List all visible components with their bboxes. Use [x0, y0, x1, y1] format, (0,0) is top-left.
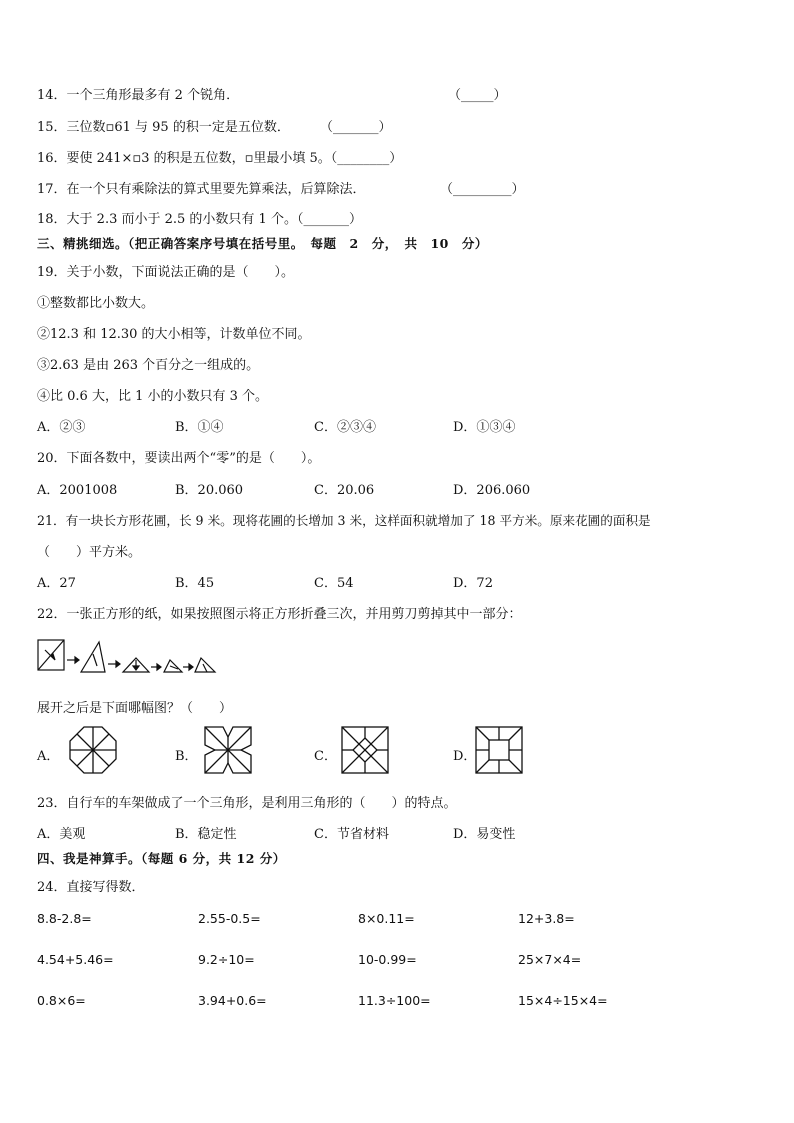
q19-statement-3: ③2.63 是由 263 个百分之一组成的。	[37, 358, 260, 373]
calc-item: 4.54+5.46=	[37, 952, 114, 967]
q19-option-b[interactable]: B．①④	[175, 420, 224, 435]
q16-text: 16．要使 241×▫3 的积是五位数，▫里最小填 5。（________）	[37, 151, 403, 166]
calc-item: 25×7×4=	[518, 952, 582, 967]
q18-text: 18．大于 2.3 而小于 2.5 的小数只有 1 个。（_______）	[37, 212, 362, 227]
q21-stem-line-2: （ ）平方米。	[37, 545, 142, 560]
calc-item: 2.55-0.5=	[198, 911, 261, 926]
calc-item: 8×0.11=	[358, 911, 415, 926]
q22-option-b-cross-figure[interactable]	[203, 725, 253, 775]
calc-item: 10-0.99=	[358, 952, 417, 967]
q22-option-c-label[interactable]: C．	[314, 749, 337, 764]
q22-stem: 22．一张正方形的纸，如果按照图示将正方形折叠三次，并用剪刀剪掉其中一部分：	[37, 607, 522, 622]
q24-stem: 24．直接写得数．	[37, 880, 145, 895]
q19-statement-2: ②12.3 和 12.30 的大小相等，计数单位不同。	[37, 327, 311, 342]
q21-option-b[interactable]: B．45	[175, 576, 215, 591]
q21-option-d[interactable]: D．72	[453, 576, 493, 591]
q19-statement-1: ①整数都比小数大。	[37, 296, 155, 311]
q22-option-c-diamond-figure[interactable]	[340, 725, 390, 775]
q23-option-d[interactable]: D．易变性	[453, 827, 516, 842]
calc-item: 11.3÷100=	[358, 993, 431, 1008]
calc-item: 12+3.8=	[518, 911, 575, 926]
q22-question: 展开之后是下面哪幅图？（ ）	[37, 701, 233, 716]
calc-item: 9.2÷10=	[198, 952, 255, 967]
calc-item: 3.94+0.6=	[198, 993, 267, 1008]
q19-option-a[interactable]: A．②③	[37, 420, 86, 435]
q19-stem: 19．关于小数，下面说法正确的是（ ）。	[37, 265, 295, 280]
q20-option-b[interactable]: B．20.060	[175, 483, 244, 498]
q14-answer-blank[interactable]: （_____）	[448, 88, 507, 103]
q19-statement-4: ④比 0.6 大，比 1 小的小数只有 3 个。	[37, 389, 269, 404]
q20-stem: 20．下面各数中，要读出两个“零”的是（ ）。	[37, 451, 321, 466]
q15-answer-blank[interactable]: （_______）	[320, 120, 392, 135]
q19-option-c[interactable]: C．②③④	[314, 420, 376, 435]
calc-item: 15×4÷15×4=	[518, 993, 608, 1008]
q22-option-a-label[interactable]: A．	[37, 749, 60, 764]
section-3-heading: 三、精挑细选。（把正确答案序号填在括号里。 每题 2 分， 共 10 分）	[37, 236, 488, 251]
folding-steps-diagram	[37, 636, 219, 676]
q19-option-d[interactable]: D．①③④	[453, 420, 516, 435]
q20-option-a[interactable]: A．2001008	[37, 483, 118, 498]
q20-option-c[interactable]: C．20.06	[314, 483, 375, 498]
q21-option-a[interactable]: A．27	[37, 576, 76, 591]
q21-stem-line-1: 21．有一块长方形花圃，长 9 米。现将花圃的长增加 3 米，这样面积就增加了 18 平方米。原来花圃的面积是	[37, 513, 651, 528]
q15-text: 15．三位数▫61 与 95 的积一定是五位数．	[37, 120, 290, 135]
q22-option-d-square-figure[interactable]	[474, 725, 524, 775]
calc-item: 0.8×6=	[37, 993, 86, 1008]
calc-item: 8.8-2.8=	[37, 911, 92, 926]
q14-text: 14．一个三角形最多有 2 个锐角．	[37, 88, 240, 103]
q23-stem: 23．自行车的车架做成了一个三角形，是利用三角形的（ ）的特点。	[37, 796, 457, 811]
q23-option-a[interactable]: A．美观	[37, 827, 86, 842]
q20-option-d[interactable]: D．206.060	[453, 483, 531, 498]
q22-option-a-octagon-figure[interactable]	[68, 725, 118, 775]
q17-text: 17．在一个只有乘除法的算式里要先算乘法，后算除法．	[37, 182, 366, 197]
section-4-heading: 四、我是神算手。（每题 6 分，共 12 分）	[37, 851, 286, 866]
q23-option-c[interactable]: C．节省材料	[314, 827, 389, 842]
q22-option-b-label[interactable]: B．	[175, 749, 198, 764]
q21-option-c[interactable]: C．54	[314, 576, 354, 591]
q17-answer-blank[interactable]: （_________）	[440, 182, 525, 197]
q22-option-d-label[interactable]: D．	[453, 749, 477, 764]
q23-option-b[interactable]: B．稳定性	[175, 827, 237, 842]
